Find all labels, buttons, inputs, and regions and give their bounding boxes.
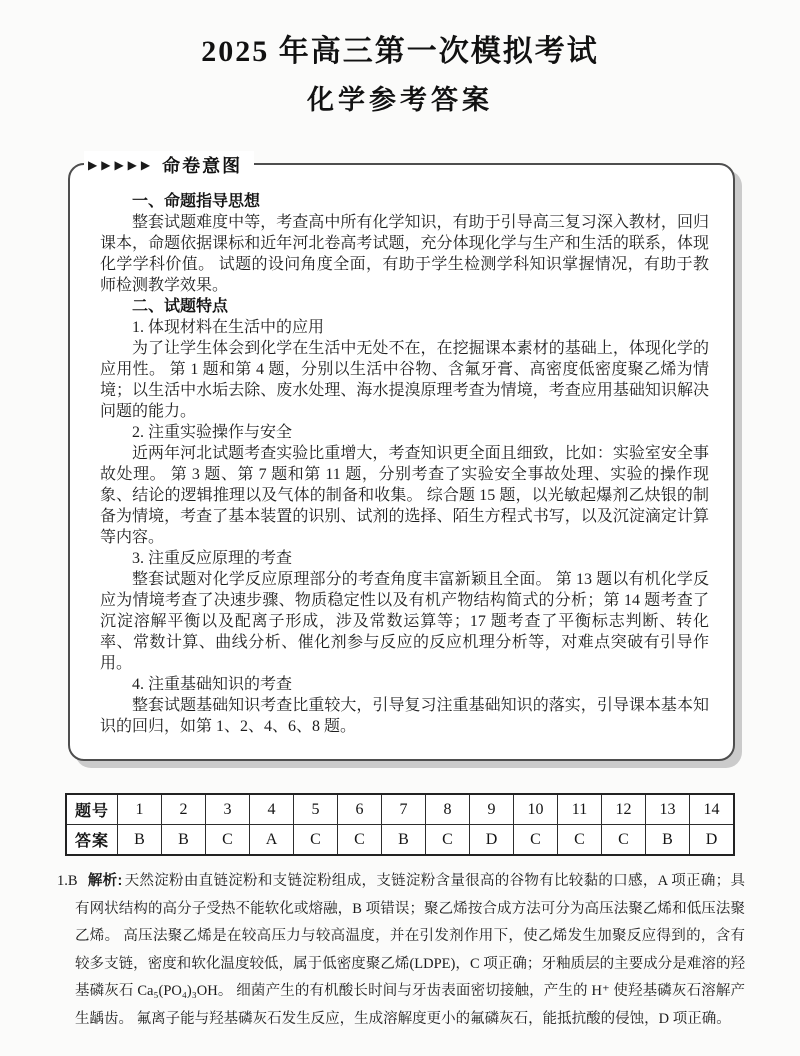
question-number-cell: 6 xyxy=(337,795,381,824)
intent-box-header xyxy=(84,151,254,178)
section-heading: 一、命题指导思想 xyxy=(132,193,261,210)
sub-heading: 4. 注重基础知识的考查 xyxy=(132,676,293,693)
table-header-label: 题号 xyxy=(74,803,109,820)
answer-cell: C xyxy=(293,824,337,854)
answer-cell: D xyxy=(689,824,733,854)
question-number-cell: 7 xyxy=(381,795,425,824)
question-number-cell: 3 xyxy=(205,795,249,824)
analysis-label: 解析: xyxy=(87,873,123,889)
question-number-cell: 14 xyxy=(689,795,733,824)
paragraph: 整套试题基础知识考查比重较大，引导复习注重基础知识的落实，引导课本基本知识的回归，如第 1、2、4、6、8 题。 xyxy=(100,697,709,735)
question-number-cell: 9 xyxy=(469,795,513,824)
explanation-section xyxy=(57,868,745,1033)
answer-cell: C xyxy=(425,824,469,854)
answer-cell: D xyxy=(469,824,513,854)
question-number-cell: 4 xyxy=(249,795,293,824)
answer-cell: C xyxy=(337,824,381,854)
section-heading: 二、试题特点 xyxy=(132,298,229,315)
answer-cell: C xyxy=(513,824,557,854)
question-number-cell: 5 xyxy=(293,795,337,824)
sub-heading: 3. 注重反应原理的考查 xyxy=(132,550,293,567)
question-number: 1.B xyxy=(57,873,78,889)
answer-cell: A xyxy=(249,824,293,854)
question-number-cell: 12 xyxy=(601,795,645,824)
sub-heading: 2. 注重实验操作与安全 xyxy=(132,424,293,441)
explanation-text: 天然淀粉由直链淀粉和支链淀粉组成，支链淀粉含量很高的谷物有比较黏的口感，A 项正确；具有网状结构的高分子受热不能软化或熔融，B 项错误；聚乙烯按合成方法可分为高压法聚乙烯和低压法聚乙烯。 高压法聚乙烯是在较高压力与较高温度，并在引发剂作用下，使乙烯发生加聚反应得到的，含有较多支链，密度和软化温度较低，属于低密度聚乙烯(LDPE)，C 项正确；牙釉质层的主要成分是难溶的羟基磷灰石 Ca₅(PO₄)₃OH。 细菌产生的有机酸长时间与牙齿表面密切接触，产生的 H⁺ 使羟基磷灰石溶解产生龋齿。 氟离子能与羟基磷灰石发生反应，生成溶解度更小的氟磷灰石，能抵抗酸的侵蚀，D 项正确。 xyxy=(75,873,745,1027)
intent-box-body xyxy=(100,191,709,737)
arrows-icon: ▶▶▶▶▶ xyxy=(88,157,155,172)
answer-cell: B xyxy=(117,824,161,854)
intent-box xyxy=(68,155,735,761)
table-answer-label: 答案 xyxy=(67,824,117,854)
document-subtitle: 化学参考答案 xyxy=(307,85,493,115)
paragraph: 近两年河北试题考查实验比重增大，考查知识更全面且细致，比如：实验室安全事故处理。 第 3 题、第 7 题和第 11 题，分别考查了实验安全事故处理、实验的操作现象、结论的逻辑推理以及气体的制备和收集。 综合题 15 题，以光敏起爆剂乙炔银的制备为情境，考查了基本装置的识别、试剂的选择、陌生方程式书写，以及沉淀滴定计算等内容。 xyxy=(100,445,709,546)
answer-cell: B xyxy=(381,824,425,854)
paragraph: 整套试题对化学反应原理部分的考查角度丰富新颖且全面。 第 13 题以有机化学反应为情境考查了决速步骤、物质稳定性以及有机产物结构简式的分析；第 14 题考查了沉淀溶解平衡以及配离子形成，涉及常数运算等；17 题考查了平衡标志判断、转化率、常数计算、曲线分析、催化剂参与反应的反应机理分析等，对难点突破有引导作用。 xyxy=(100,571,709,672)
question-number-cell: 8 xyxy=(425,795,469,824)
intent-box-title: 命卷意图 xyxy=(162,155,243,176)
question-number-cell: 11 xyxy=(557,795,601,824)
answer-cell: C xyxy=(557,824,601,854)
question-number-cell: 2 xyxy=(161,795,205,824)
document-title: 2025 年高三第一次模拟考试 xyxy=(201,35,599,68)
sub-heading: 1. 体现材料在生活中的应用 xyxy=(132,319,325,336)
question-number-cell: 10 xyxy=(513,795,557,824)
answers-table xyxy=(65,793,735,856)
answer-cell: C xyxy=(601,824,645,854)
answer-cell: B xyxy=(161,824,205,854)
answer-cell: C xyxy=(205,824,249,854)
question-number-cell: 1 xyxy=(117,795,161,824)
question-number-cell: 13 xyxy=(645,795,689,824)
paragraph: 整套试题难度中等，考查高中所有化学知识，有助于引导高三复习深入教材，回归课本，命题依据课标和近年河北卷高考试题，充分体现化学与生产和生活的联系，体现化学学科价值。 试题的设问角度全面，有助于学生检测学科知识掌握情况，有助于教师检测教学效果。 xyxy=(100,214,709,294)
paragraph: 为了让学生体会到化学在生活中无处不在，在挖掘课本素材的基础上，体现化学的应用性。 第 1 题和第 4 题，分别以生活中谷物、含氟牙膏、高密度低密度聚乙烯为情境；以生活中水垢去除、废水处理、海水提溴原理考查为情境，考查应用基础知识解决问题的能力。 xyxy=(100,340,709,420)
answer-cell: B xyxy=(645,824,689,854)
